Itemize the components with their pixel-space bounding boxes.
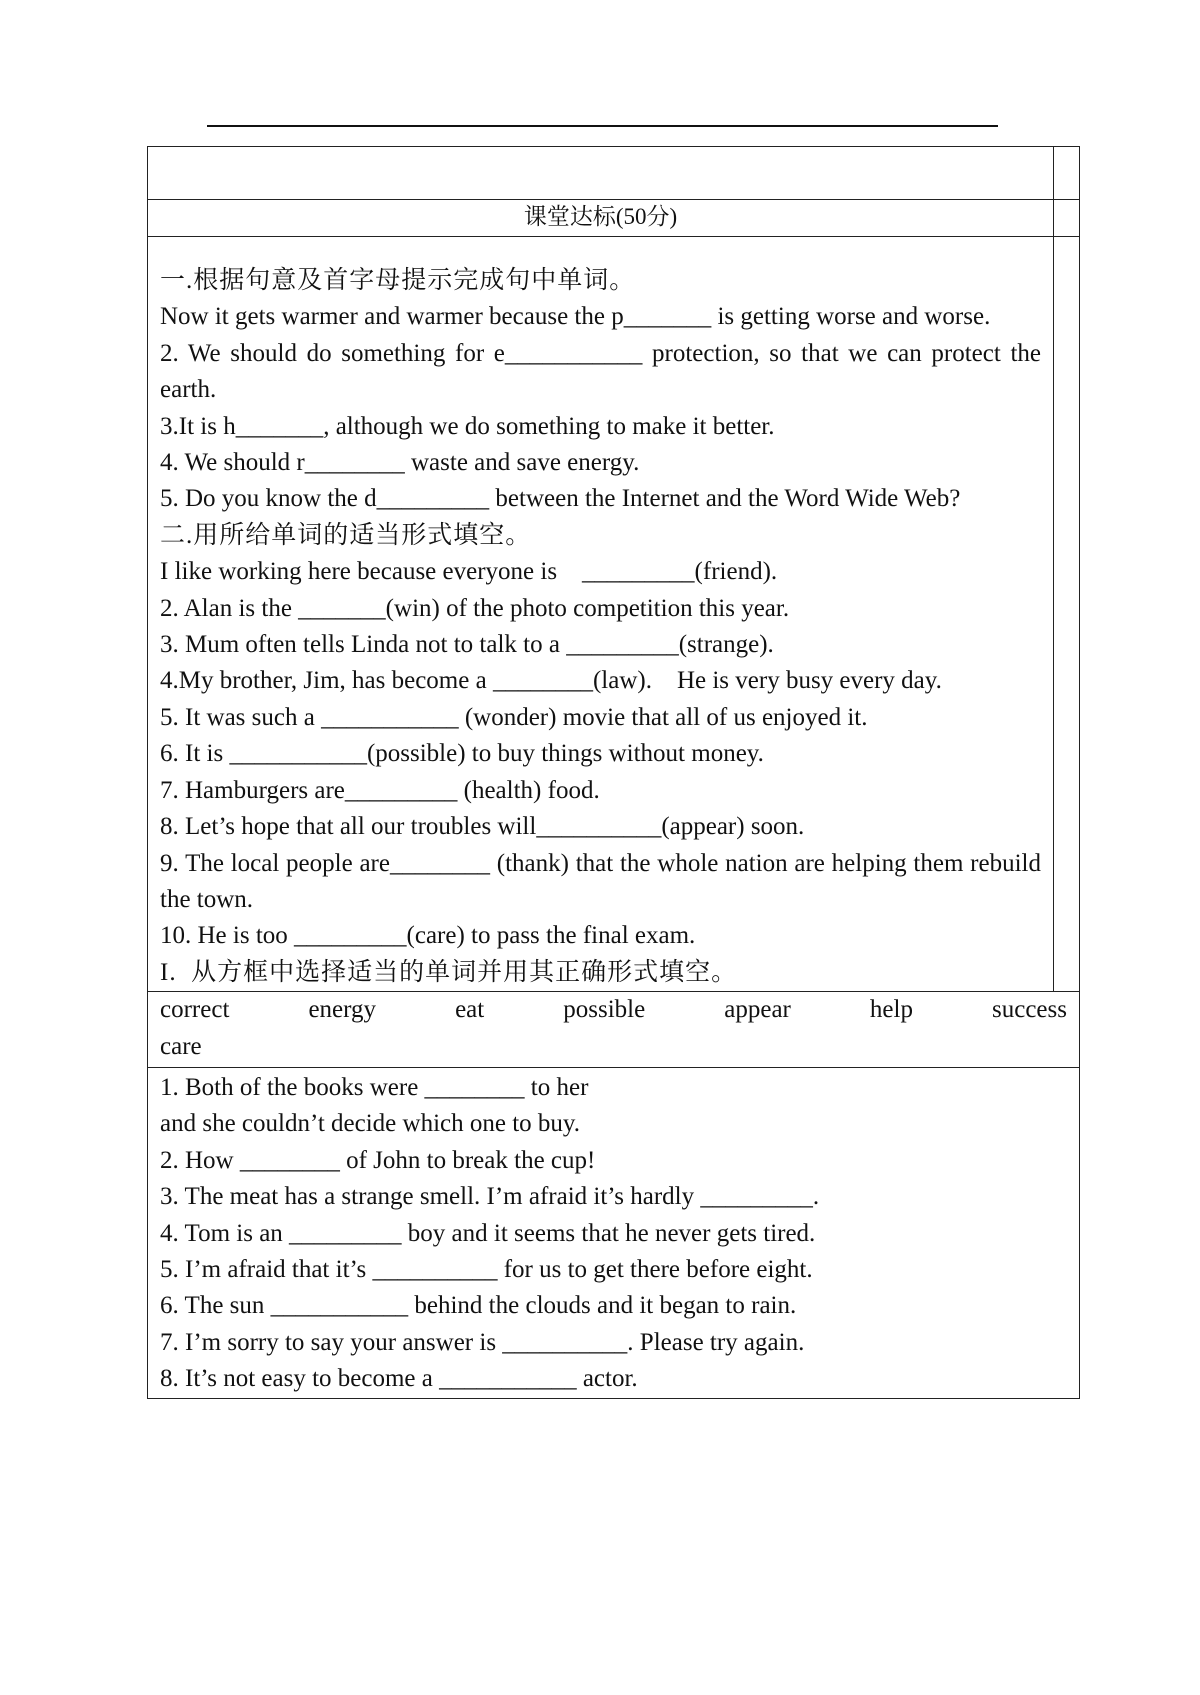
word-box-word: success bbox=[992, 996, 1067, 1024]
top-rule bbox=[207, 125, 998, 127]
exercises-row bbox=[148, 237, 1080, 992]
exercise-item: I like working here because everyone is _________(friend). bbox=[160, 558, 778, 586]
exercise-item: 6. The sun ___________ behind the clouds and it began to rain. bbox=[160, 1292, 797, 1320]
section-3-heading: I. 从方框中选择适当的单词并用其正确形式填空。 bbox=[160, 958, 738, 986]
side-cell bbox=[1054, 237, 1080, 992]
exercise-item: 6. It is ___________(possible) to buy things without money. bbox=[160, 740, 764, 768]
exercise-item: 4. Tom is an _________ boy and it seems that he never gets tired. bbox=[160, 1219, 816, 1247]
word-box-word: energy bbox=[308, 996, 377, 1024]
exercise-item: 2. How ________ of John to break the cup! bbox=[160, 1146, 596, 1174]
word-box bbox=[148, 992, 1079, 1028]
section-1 bbox=[148, 237, 1053, 518]
exercise-item: 8. It’s not easy to become a ___________ actor. bbox=[160, 1365, 638, 1393]
section-header-cell bbox=[148, 200, 1054, 237]
word-box-word-last: care bbox=[160, 1032, 202, 1060]
exercises-cell bbox=[148, 237, 1054, 992]
exercise-item: 5. I’m afraid that it’s __________ for us to get there before eight. bbox=[160, 1255, 813, 1283]
exercise-item: 5. It was such a ___________ (wonder) movie that all of us enjoyed it. bbox=[160, 703, 868, 731]
section-2-heading: 二.用所给单词的适当形式填空。 bbox=[160, 521, 532, 549]
exercise-item: 2. Alan is the _______(win) of the photo competition this year. bbox=[160, 594, 790, 622]
section-title: 课堂达标(50分) bbox=[523, 204, 678, 229]
section-header-row bbox=[148, 200, 1080, 237]
word-box-word: help bbox=[869, 996, 913, 1024]
word-box-word: correct bbox=[160, 996, 230, 1024]
word-box-cell bbox=[148, 992, 1080, 1068]
exercise-item: 3. The meat has a strange smell. I’m afraid it’s hardly _________. bbox=[160, 1183, 820, 1211]
side-cell bbox=[1054, 200, 1080, 237]
exercise-item: 2. We should do something for e___________ protection, so that we can protect the earth. bbox=[160, 339, 1041, 404]
section-3-row bbox=[148, 1067, 1080, 1398]
word-box-row bbox=[148, 992, 1080, 1068]
exercise-item: and she couldn’t decide which one to buy. bbox=[160, 1110, 581, 1138]
exercise-item: 3. Mum often tells Linda not to talk to a _________(strange). bbox=[160, 631, 774, 659]
section-3 bbox=[148, 1068, 1079, 1398]
exercise-item: 4.My brother, Jim, has become a ________(law). He is very busy every day. bbox=[160, 667, 942, 695]
exercise-item: 7. Hamburgers are_________ (health) food. bbox=[160, 776, 600, 804]
exercise-item: 4. We should r________ waste and save energy. bbox=[160, 449, 640, 477]
exercise-item: 7. I’m sorry to say your answer is __________. Please try again. bbox=[160, 1328, 805, 1356]
exercise-item: 3.It is h_______, although we do something to make it better. bbox=[160, 412, 775, 440]
exercise-item: 8. Let’s hope that all our troubles will__________(appear) soon. bbox=[160, 813, 805, 841]
exercise-item: 1. Both of the books were ________ to her bbox=[160, 1073, 589, 1101]
exercise-item: 9. The local people are________ (thank) that the whole nation are helping them rebuild the town. bbox=[160, 849, 1041, 913]
side-cell bbox=[1054, 147, 1080, 200]
exercise-item: 5. Do you know the d_________ between the Internet and the Word Wide Web? bbox=[160, 485, 961, 513]
worksheet-table bbox=[147, 146, 1080, 1399]
word-box-word: eat bbox=[455, 996, 485, 1024]
word-box-word: appear bbox=[724, 996, 791, 1024]
exercise-item: 10. He is too _________(care) to pass the final exam. bbox=[160, 922, 696, 950]
section-1-heading: 一.根据句意及首字母提示完成句中单词。 bbox=[160, 267, 636, 294]
empty-cell bbox=[148, 147, 1054, 200]
section-3-cell bbox=[148, 1067, 1080, 1398]
section-2 bbox=[148, 518, 1053, 991]
word-box-word: possible bbox=[563, 996, 646, 1024]
exercise-item: Now it gets warmer and warmer because the p_______ is getting worse and worse. bbox=[160, 303, 991, 331]
empty-row bbox=[148, 147, 1080, 200]
